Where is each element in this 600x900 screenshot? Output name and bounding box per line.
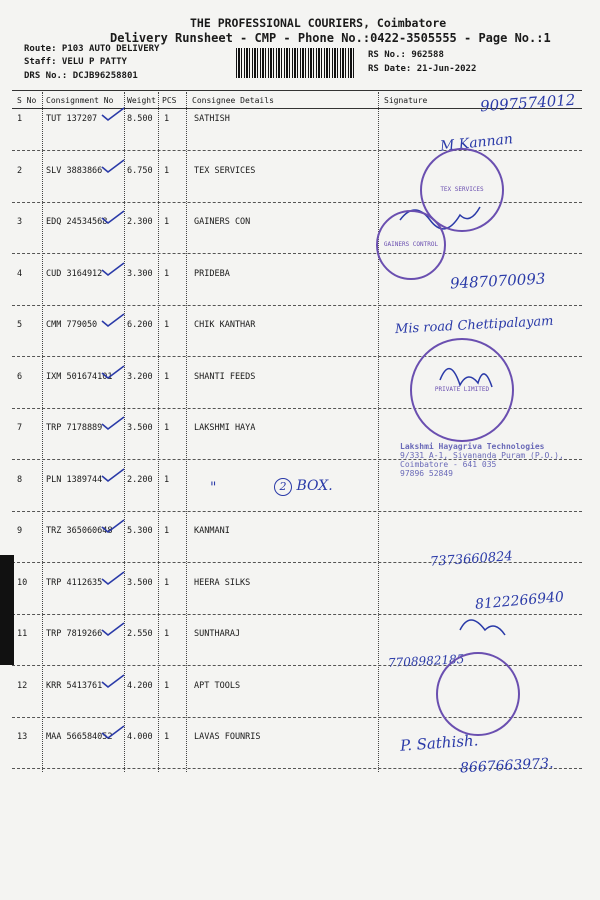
- scan-edge-shadow: [0, 555, 14, 665]
- cell-weight: 2.300: [127, 217, 153, 227]
- cell-cno: KRR 5413761: [46, 680, 103, 691]
- cell-cno: PLN 1389744: [46, 474, 103, 485]
- check-mark-icon: [100, 518, 126, 534]
- cell-sno: 13: [17, 732, 28, 742]
- cell-weight: 4.200: [127, 680, 153, 691]
- handwritten-phone: 9097574012: [479, 90, 576, 116]
- cell-sno: 4: [17, 268, 23, 279]
- check-mark-icon: [100, 364, 126, 380]
- cell-weight: 2.200: [127, 474, 153, 485]
- col-weight: Weight: [127, 96, 156, 105]
- staff: Staff: VELU P PATTY: [24, 57, 127, 67]
- handwritten-address: Mis road Chettipalayam: [394, 313, 554, 338]
- cell-cno: CMM 779050: [46, 320, 98, 330]
- check-mark-icon: [100, 724, 126, 740]
- cell-consignee: CHIK KANTHAR: [194, 320, 256, 330]
- cell-pcs: 1: [164, 629, 170, 639]
- cell-cno: IXM 501674101: [46, 371, 113, 382]
- cell-cno: TUT 137207: [46, 114, 98, 124]
- cell-weight: 3.500: [127, 577, 153, 588]
- company-rubber-stamp: [400, 442, 572, 520]
- cell-pcs: 1: [164, 268, 170, 279]
- cell-pcs: 1: [164, 371, 170, 382]
- col-pcs: PCS: [162, 96, 177, 105]
- signature-scribble: [460, 620, 505, 635]
- cell-cno: TRP 4112635: [46, 577, 103, 588]
- check-mark-icon: [100, 261, 126, 277]
- cell-weight: 3.300: [127, 268, 153, 279]
- cell-consignee: LAKSHMI HAYA: [194, 423, 256, 433]
- runsheet-title: Delivery Runsheet - CMP - Phone No.:0422-3505555 - Page No.:1: [110, 31, 551, 45]
- handwritten-signature-name: P. Sathish.: [399, 731, 479, 755]
- cell-cno: TRP 7178889: [46, 423, 103, 433]
- cell-sno: 2: [17, 165, 23, 176]
- route: Route: P103 AUTO DELIVERY: [24, 44, 160, 54]
- cell-weight: 6.200: [127, 320, 153, 330]
- cell-pcs: 1: [164, 732, 170, 742]
- col-sno: S No: [17, 96, 37, 105]
- cell-cno: TRP 7819266: [46, 629, 103, 639]
- cell-sno: 10: [17, 577, 28, 588]
- cell-cno: MAA 566584052: [46, 732, 113, 742]
- col-signature: Signature: [384, 96, 428, 105]
- cell-pcs: 1: [164, 114, 170, 124]
- rs-date: RS Date: 21-Jun-2022: [368, 64, 477, 74]
- check-mark-icon: [100, 312, 126, 328]
- col-divider: [378, 92, 379, 772]
- cell-pcs: 1: [164, 320, 170, 330]
- check-mark-icon: [100, 415, 126, 431]
- cell-pcs: 1: [164, 526, 170, 536]
- cell-cno: CUD 3164912: [46, 268, 103, 279]
- col-divider: [158, 92, 159, 772]
- box-count-circle: 2: [274, 478, 292, 496]
- cell-cno: EDQ 24534568: [46, 217, 108, 227]
- check-mark-icon: [100, 570, 126, 586]
- cell-sno: 8: [17, 474, 23, 485]
- cell-pcs: 1: [164, 474, 170, 485]
- cell-cno: TRZ 365060648: [46, 526, 113, 536]
- cell-sno: 11: [17, 629, 28, 639]
- stamp-company-name: Lakshmi Hayagriva Technologies: [400, 442, 545, 451]
- handwritten-phone: 7373660824: [429, 549, 514, 570]
- cell-weight: 2.550: [127, 629, 153, 639]
- cell-weight: 5.300: [127, 526, 153, 536]
- cell-sno: 9: [17, 526, 23, 536]
- handwritten-phone: 8122266940: [474, 589, 565, 613]
- cell-consignee: KANMANI: [194, 526, 230, 536]
- handwritten-phone: 7708982185: [387, 652, 465, 670]
- stamp-address: 9/331 A-1, Sivananda Puram (P.O.),: [400, 451, 564, 460]
- cell-sno: 1: [17, 114, 23, 124]
- col-consignee: Consignee Details: [192, 96, 274, 105]
- cell-weight: 3.200: [127, 371, 153, 382]
- gainers-control-stamp: GAINERS CONTROL: [376, 210, 446, 280]
- cell-sno: 7: [17, 423, 23, 433]
- cell-weight: 6.750: [127, 165, 153, 176]
- cell-sno: 12: [17, 680, 28, 691]
- cell-cno: SLV 3883866: [46, 165, 103, 176]
- col-divider: [124, 92, 125, 772]
- cell-pcs: 1: [164, 217, 170, 227]
- cell-weight: 4.000: [127, 732, 153, 742]
- tex-services-stamp: TEX SERVICES: [420, 148, 504, 232]
- cell-pcs: 1: [164, 577, 170, 588]
- cell-consignee: GAINERS CON: [194, 217, 251, 227]
- cell-consignee: SUNTHARAJ: [194, 629, 241, 639]
- col-consignment: Consignment No: [46, 96, 114, 105]
- cell-pcs: 1: [164, 423, 170, 433]
- cell-consignee: APT TOOLS: [194, 680, 241, 691]
- cell-consignee: HEERA SILKS: [194, 577, 251, 588]
- handwritten-name: M Kannan: [439, 131, 514, 155]
- cell-pcs: 1: [164, 165, 170, 176]
- cell-weight: 3.500: [127, 423, 153, 433]
- rs-number: RS No.: 962588: [368, 50, 444, 60]
- cell-sno: 5: [17, 320, 23, 330]
- cell-sno: 6: [17, 371, 23, 382]
- cell-pcs: 1: [164, 680, 170, 691]
- check-mark-icon: [100, 158, 126, 174]
- handwritten-phone: 9487070093: [449, 269, 546, 293]
- check-mark-icon: [100, 106, 126, 122]
- handwritten-ditto: ": [210, 480, 217, 496]
- cell-consignee: SHANTI FEEDS: [194, 371, 256, 382]
- cell-sno: 3: [17, 217, 23, 227]
- col-divider: [186, 92, 187, 772]
- cell-consignee: PRIDEBA: [194, 268, 230, 279]
- col-divider: [42, 92, 43, 772]
- cell-consignee: LAVAS FOUNRIS: [194, 732, 261, 742]
- check-mark-icon: [100, 467, 126, 483]
- handwritten-phone: 8667663973.: [459, 755, 554, 777]
- round-seal-stamp: [436, 652, 520, 736]
- barcode: [236, 48, 354, 78]
- table-top-rule: [12, 90, 582, 91]
- cell-weight: 8.500: [127, 114, 153, 124]
- stamp-phone: 97896 52849: [400, 469, 453, 478]
- check-mark-icon: [100, 621, 126, 637]
- cell-consignee: TEX SERVICES: [194, 165, 256, 176]
- drs-number: DRS No.: DCJB96258801: [24, 71, 138, 81]
- check-mark-icon: [100, 209, 126, 225]
- stamp-city: Coimbatore - 641 035: [400, 460, 497, 469]
- company-name: THE PROFESSIONAL COURIERS, Coimbatore: [190, 16, 447, 30]
- handwritten-box-count: [274, 478, 333, 496]
- cell-consignee: SATHISH: [194, 114, 230, 124]
- box-label: BOX.: [296, 478, 333, 494]
- check-mark-icon: [100, 673, 126, 689]
- private-limited-stamp: PRIVATE LIMITED: [410, 338, 514, 442]
